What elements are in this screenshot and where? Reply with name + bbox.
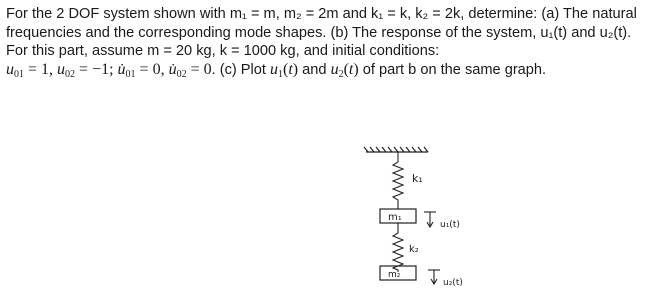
u02-value: −1 bbox=[92, 60, 110, 78]
ud02-value: 0 bbox=[203, 60, 212, 78]
u2-of-t: $u_2(t)$ bbox=[330, 60, 359, 80]
problem-line-1: For the 2 DOF system shown with m₁ = m, m₂ = 2m and k₁ = k, k₂ = 2k, determine: (a) The natural bbox=[6, 6, 637, 22]
u2-arrow bbox=[428, 270, 440, 284]
plot-instruction-end: of part b on the same graph. bbox=[358, 61, 547, 78]
plot-instruction-and: and bbox=[298, 61, 331, 78]
u01-value: 1 bbox=[41, 60, 50, 78]
plot-instruction-a: . (c) Plot bbox=[211, 61, 270, 78]
problem-line-4 bbox=[6, 61, 656, 81]
u1-of-t: $u_1(t)$ bbox=[270, 60, 299, 80]
u1-label: u₁(t) bbox=[440, 220, 460, 230]
two-dof-system-diagram bbox=[352, 138, 542, 293]
problem-statement bbox=[6, 5, 656, 81]
initial-conditions: $u_{01} = 1$, $u_{02} = -1$; $u̇_{01} = 0$, $u̇_{02} = 0$ bbox=[6, 60, 212, 80]
fixed-support bbox=[364, 147, 428, 152]
m2-label: m₂ bbox=[388, 270, 401, 280]
ud01-value: 0 bbox=[152, 60, 161, 78]
spring-k2 bbox=[393, 223, 403, 272]
problem-line-3: For this part, assume m = 20 kg, k = 1000 kg, and initial conditions: bbox=[6, 43, 440, 60]
u1-arrow bbox=[424, 212, 436, 227]
problem-line-2: frequencies and the corresponding mode shapes. (b) The response of the system, u₁(t) and u₂(t). bbox=[6, 24, 632, 41]
m1-label: m₁ bbox=[388, 212, 402, 223]
u2-label: u₂(t) bbox=[443, 278, 463, 288]
k2-label: k₂ bbox=[409, 244, 419, 255]
k1-label: k₁ bbox=[412, 172, 423, 185]
spring-k1 bbox=[393, 152, 403, 209]
